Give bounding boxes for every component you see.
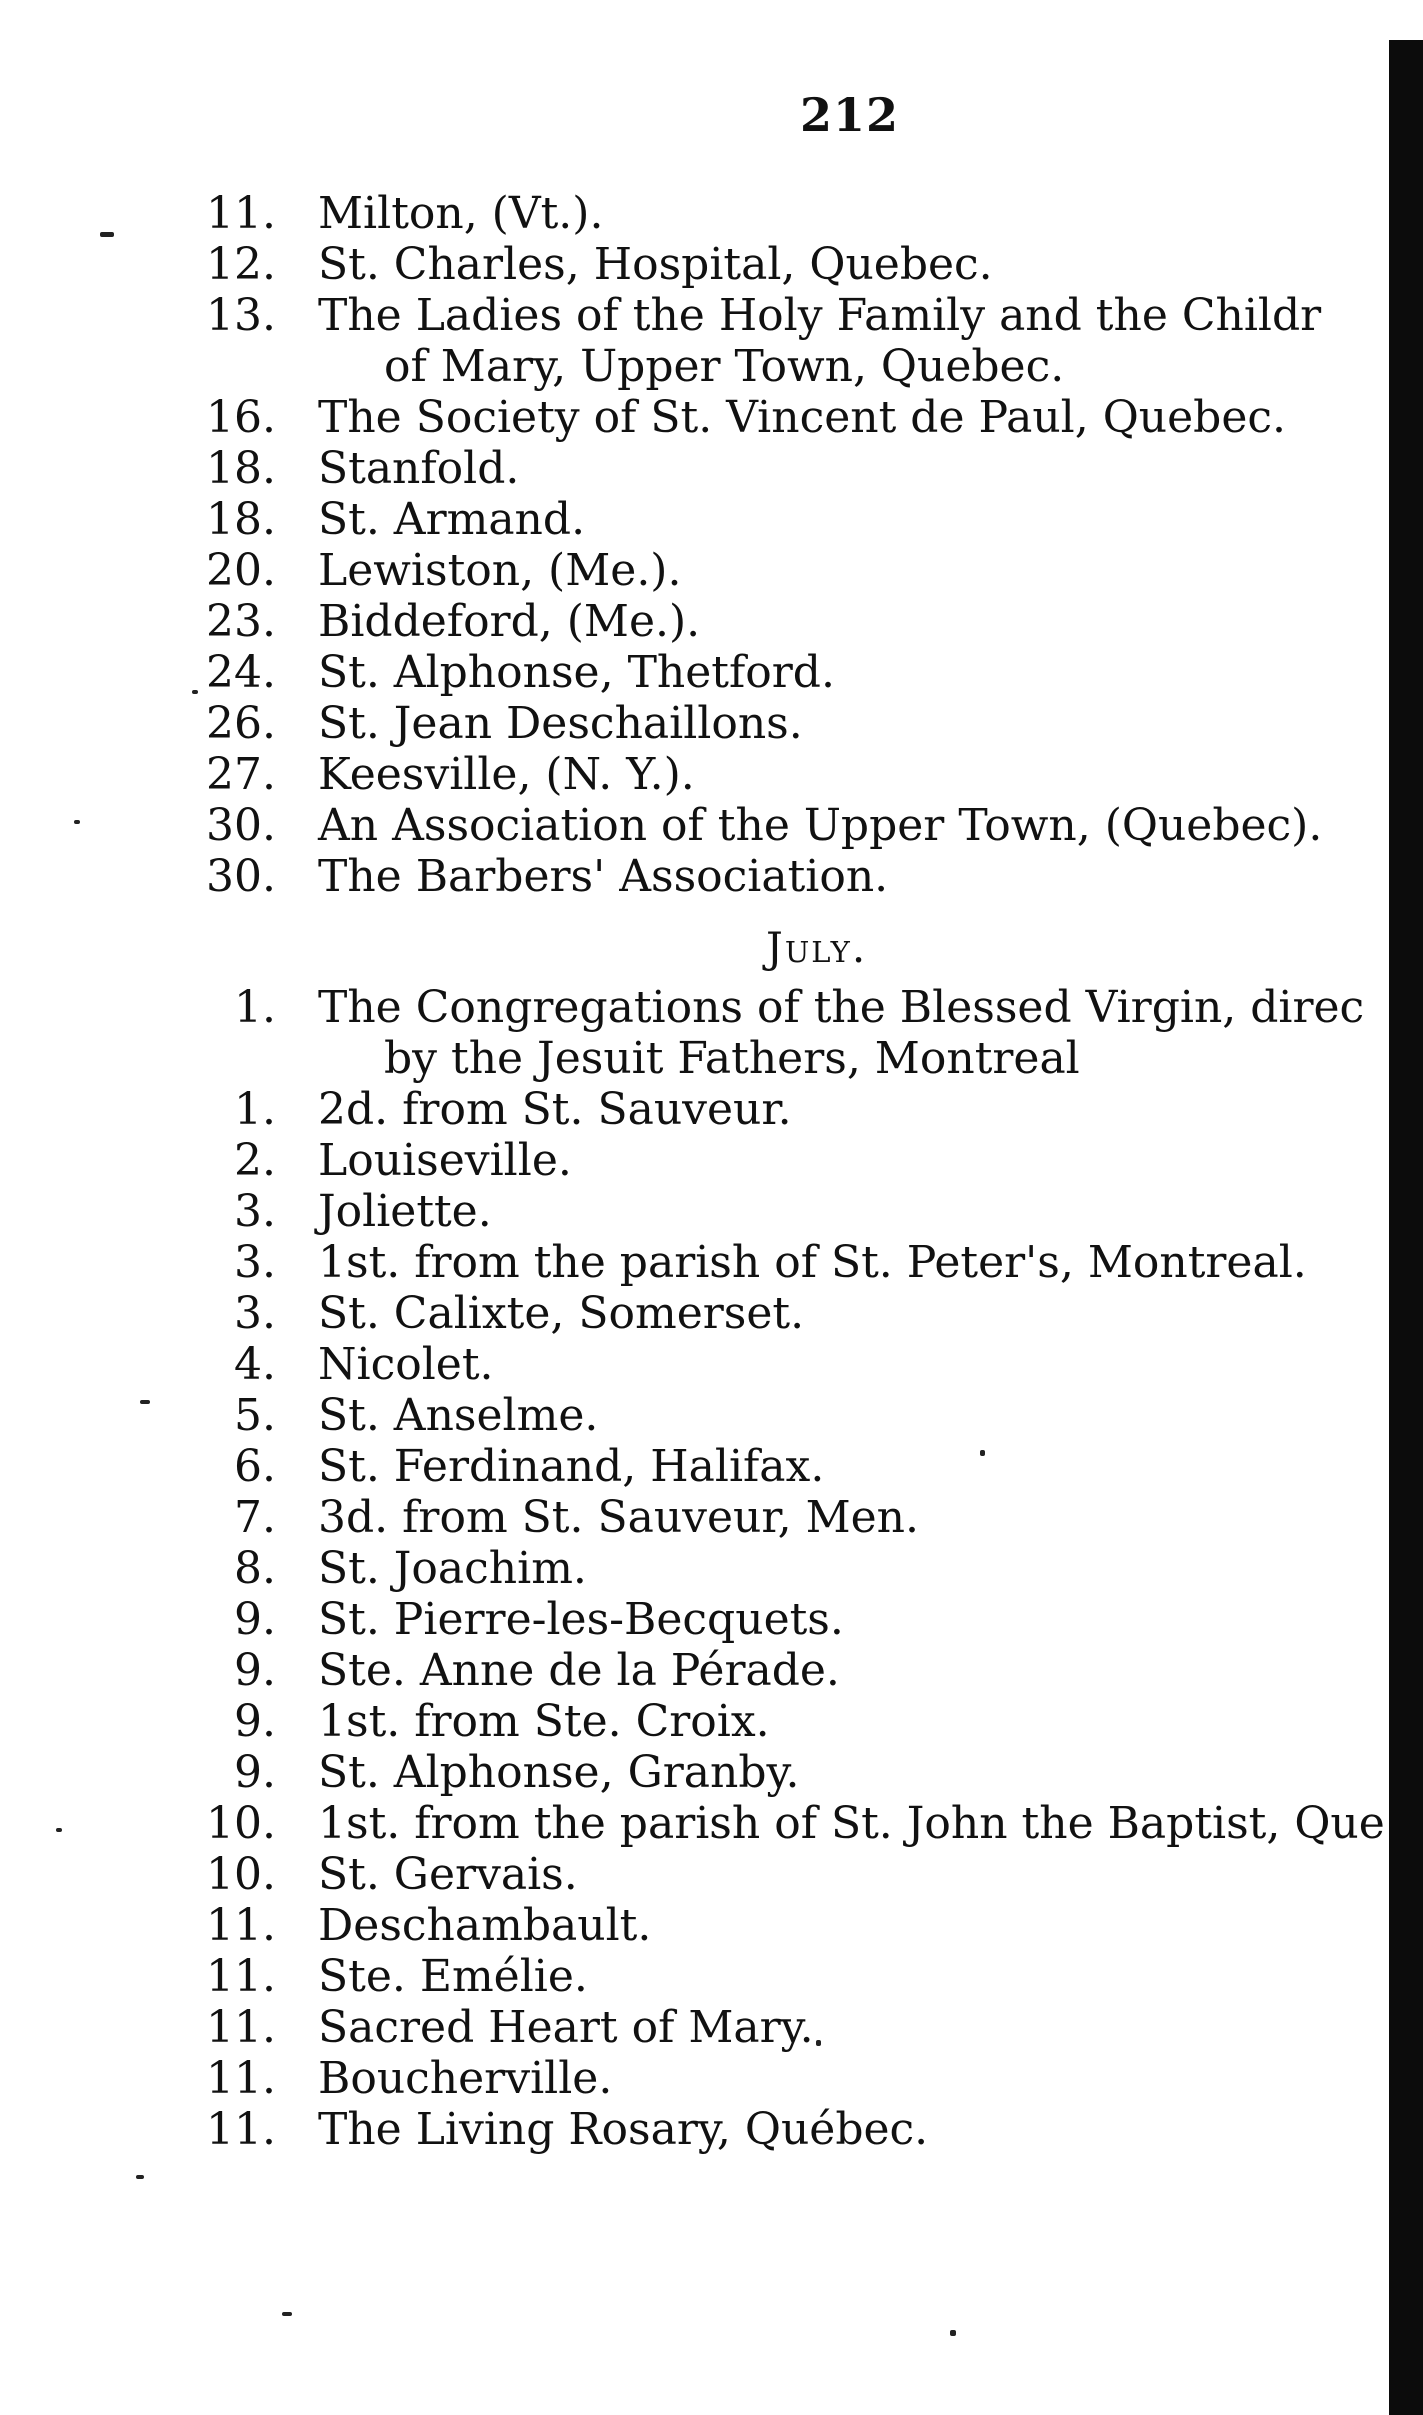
entry-text: Boucherville. <box>318 2053 613 2104</box>
day-number: 3. <box>234 1288 276 1339</box>
scan-speck <box>100 232 114 237</box>
day-number: 4. <box>234 1339 276 1390</box>
day-number: 27. <box>206 749 276 800</box>
day-number: 30. <box>206 800 276 851</box>
entry-text: St. Ferdinand, Halifax. <box>318 1441 825 1492</box>
entry-text: of Mary, Upper Town, Quebec. <box>384 341 1065 392</box>
day-number: 11. <box>206 1951 276 2002</box>
day-number: 18. <box>206 494 276 545</box>
entry-text: Deschambault. <box>318 1900 652 1951</box>
list-item <box>0 443 1389 494</box>
entry-text: The Living Rosary, Québec. <box>318 2104 929 2155</box>
entry-text: Milton, (Vt.). <box>318 188 604 239</box>
list-item-continuation <box>0 341 1389 392</box>
entry-text: Stanfold. <box>318 443 520 494</box>
scan-speck <box>950 2330 956 2336</box>
list-item <box>0 290 1389 341</box>
day-number: 11. <box>206 2053 276 2104</box>
day-number: 10. <box>206 1849 276 1900</box>
scan-speck <box>282 2312 292 2316</box>
day-number: 26. <box>206 698 276 749</box>
list-item <box>0 1696 1389 1747</box>
entry-text: Louiseville. <box>318 1135 572 1186</box>
day-number: 30. <box>206 851 276 902</box>
list-item <box>0 647 1389 698</box>
list-item <box>0 1135 1389 1186</box>
entry-text: Keesville, (N. Y.). <box>318 749 695 800</box>
list-item <box>0 1798 1389 1849</box>
day-number: 3. <box>234 1237 276 1288</box>
list-item <box>0 1441 1389 1492</box>
day-number: 12. <box>206 239 276 290</box>
list-item <box>0 749 1389 800</box>
list-item <box>0 1492 1389 1543</box>
list-item <box>0 2002 1389 2053</box>
list-item <box>0 1900 1389 1951</box>
list-item <box>0 545 1389 596</box>
scan-speck <box>192 690 198 694</box>
day-number: 7. <box>234 1492 276 1543</box>
day-number: 11. <box>206 188 276 239</box>
list-item <box>0 1747 1389 1798</box>
day-number: 18. <box>206 443 276 494</box>
list-item <box>0 1390 1389 1441</box>
entry-text: St. Alphonse, Granby. <box>318 1747 800 1798</box>
entry-text: 1st. from the parish of St. Peter's, Montreal. <box>318 1237 1307 1288</box>
entry-text: St. Jean Deschaillons. <box>318 698 803 749</box>
list-item-continuation <box>0 1033 1389 1084</box>
day-number: 8. <box>234 1543 276 1594</box>
day-number: 2. <box>234 1135 276 1186</box>
list-item <box>0 2104 1389 2155</box>
entry-text: St. Armand. <box>318 494 586 545</box>
entry-text: Nicolet. <box>318 1339 494 1390</box>
entry-text: St. Calixte, Somerset. <box>318 1288 805 1339</box>
entry-text: The Congregations of the Blessed Virgin, direc <box>318 982 1365 1033</box>
day-number: 6. <box>234 1441 276 1492</box>
list-item <box>0 596 1389 647</box>
list-item <box>0 800 1389 851</box>
list-item <box>0 1594 1389 1645</box>
scan-speck <box>816 2040 821 2046</box>
entry-text: 2d. from St. Sauveur. <box>318 1084 792 1135</box>
day-number: 23. <box>206 596 276 647</box>
list-item <box>0 1186 1389 1237</box>
scan-speck <box>74 820 80 824</box>
list-item <box>0 1084 1389 1135</box>
entry-text: by the Jesuit Fathers, Montreal <box>384 1033 1080 1084</box>
day-number: 5. <box>234 1390 276 1441</box>
list-item <box>0 392 1389 443</box>
binding-edge <box>1389 40 1423 2415</box>
entry-text: Ste. Anne de la Pérade. <box>318 1645 840 1696</box>
list-item <box>0 698 1389 749</box>
scan-speck <box>56 1828 62 1832</box>
day-number: 11. <box>206 2002 276 2053</box>
day-number: 11. <box>206 2104 276 2155</box>
list-item <box>0 2053 1389 2104</box>
entry-text: St. Pierre-les-Becquets. <box>318 1594 844 1645</box>
list-item <box>0 1543 1389 1594</box>
list-item <box>0 1849 1389 1900</box>
entry-text: St. Anselme. <box>318 1390 599 1441</box>
entry-text: Biddeford, (Me.). <box>318 596 701 647</box>
list-item <box>0 494 1389 545</box>
list-item <box>0 1288 1389 1339</box>
entry-text: 3d. from St. Sauveur, Men. <box>318 1492 919 1543</box>
list-item <box>0 239 1389 290</box>
day-number: 24. <box>206 647 276 698</box>
entry-text: Ste. Emélie. <box>318 1951 588 2002</box>
list-item <box>0 1645 1389 1696</box>
entry-text: 1st. from Ste. Croix. <box>318 1696 770 1747</box>
day-number: 1. <box>234 1084 276 1135</box>
entry-text: The Society of St. Vincent de Paul, Quebec. <box>318 392 1286 443</box>
day-number: 10. <box>206 1798 276 1849</box>
entry-text: The Barbers' Association. <box>318 851 889 902</box>
list-item <box>0 982 1389 1033</box>
list-item <box>0 1951 1389 2002</box>
entry-text: St. Alphonse, Thetford. <box>318 647 835 698</box>
section-heading: July. <box>766 923 868 972</box>
scan-speck <box>140 1400 150 1404</box>
day-number: 3. <box>234 1186 276 1237</box>
entry-text: An Association of the Upper Town, (Quebec). <box>318 800 1323 851</box>
text-column <box>0 188 1389 2155</box>
list-item <box>0 1339 1389 1390</box>
entry-text: 1st. from the parish of St. John the Baptist, Que <box>318 1798 1385 1849</box>
day-number: 13. <box>206 290 276 341</box>
day-number: 20. <box>206 545 276 596</box>
day-number: 11. <box>206 1900 276 1951</box>
list-item <box>0 1237 1389 1288</box>
entry-text: St. Charles, Hospital, Quebec. <box>318 239 993 290</box>
day-number: 9. <box>234 1747 276 1798</box>
day-number: 9. <box>234 1696 276 1747</box>
entry-text: St. Gervais. <box>318 1849 578 1900</box>
day-number: 9. <box>234 1645 276 1696</box>
list-item <box>0 851 1389 902</box>
scan-speck <box>136 2175 144 2179</box>
entry-text: Lewiston, (Me.). <box>318 545 682 596</box>
entry-text: Sacred Heart of Mary. <box>318 2002 814 2053</box>
entry-text: Joliette. <box>318 1186 492 1237</box>
day-number: 16. <box>206 392 276 443</box>
list-item <box>0 188 1389 239</box>
entry-text: St. Joachim. <box>318 1543 587 1594</box>
entry-text: The Ladies of the Holy Family and the Childr <box>318 290 1322 341</box>
page-number: 212 <box>800 88 900 142</box>
day-number: 9. <box>234 1594 276 1645</box>
day-number: 1. <box>234 982 276 1033</box>
scan-speck <box>980 1450 985 1456</box>
